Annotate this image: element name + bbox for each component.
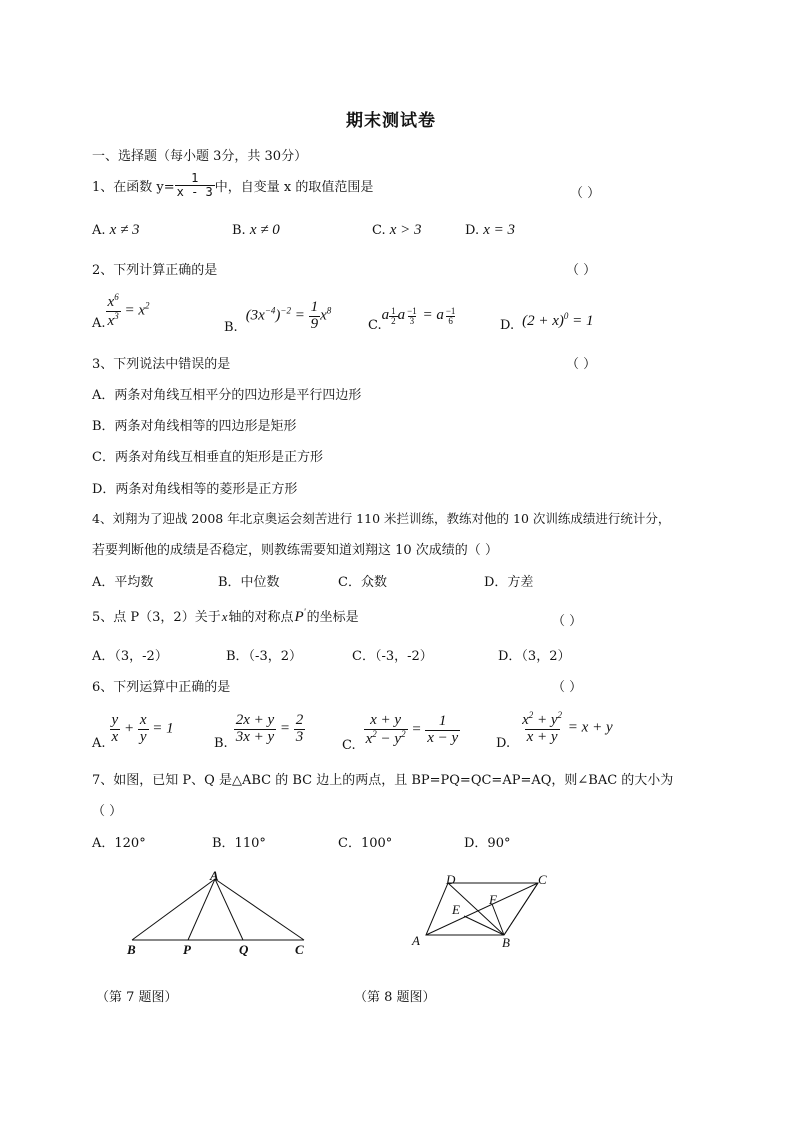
q5-stem-mid: 轴的对称点 bbox=[228, 610, 294, 625]
q1-option-a-label: A. bbox=[92, 223, 106, 238]
q6-option-c-expr: $\frac{x + y}{x^2 - y^2}$ = $\frac{1}{x - y}$ bbox=[365, 712, 459, 747]
fig7-segment-ac bbox=[215, 879, 304, 940]
q5-option-b[interactable]: B．（-3，2） bbox=[226, 649, 302, 664]
fig8-label-b: B bbox=[502, 935, 510, 950]
q4-option-b[interactable]: B．中位数 bbox=[218, 575, 280, 590]
fig7-label-a: A bbox=[210, 868, 219, 883]
q6-option-a[interactable] bbox=[92, 708, 174, 751]
figure-8-caption: （第 8 题图） bbox=[354, 990, 436, 1005]
q2-option-c[interactable] bbox=[368, 300, 457, 333]
q6-option-b[interactable] bbox=[214, 708, 305, 751]
fig8-label-c: C bbox=[538, 872, 547, 887]
q4-stem-line2: 若要判断他的成绩是否稳定，则教练需要知道刘翔这 10 次成绩的（ ） bbox=[92, 543, 498, 558]
q2-option-d-expr: $(2 + x)^0 = 1$ bbox=[522, 311, 594, 329]
question-1 bbox=[92, 172, 373, 198]
q6-answer-bracket[interactable]: （ ） bbox=[552, 680, 583, 695]
q1-answer-bracket[interactable]: （ ） bbox=[570, 186, 601, 201]
q7-option-b[interactable]: B．110° bbox=[212, 836, 266, 851]
q5-option-c[interactable]: C．（-3，-2） bbox=[352, 649, 433, 664]
q5-stem-post: 的坐标是 bbox=[306, 610, 359, 625]
q3-stem: 3、下列说法中错误的是 bbox=[92, 357, 231, 372]
q1-option-c[interactable] bbox=[372, 222, 422, 239]
page-title: 期末测试卷 bbox=[346, 111, 436, 131]
q3-option-b[interactable]: B．两条对角线相等的四边形是矩形 bbox=[92, 419, 297, 434]
q1-option-c-expr: x > 3 bbox=[389, 222, 422, 238]
q6-option-d[interactable] bbox=[496, 706, 613, 751]
q5-stem bbox=[92, 606, 359, 626]
q2-option-a[interactable] bbox=[92, 292, 149, 331]
q3-option-d[interactable]: D．两条对角线相等的菱形是正方形 bbox=[92, 482, 298, 497]
q3-option-c[interactable]: C．两条对角线互相垂直的矩形是正方形 bbox=[92, 450, 323, 465]
q7-option-a[interactable]: A．120° bbox=[92, 836, 146, 851]
q1-option-c-label: C. bbox=[372, 223, 386, 238]
fig7-label-b: B bbox=[127, 942, 136, 957]
q7-answer-bracket[interactable]: （ ） bbox=[92, 804, 123, 819]
q1-option-a-expr: x ≠ 3 bbox=[109, 222, 140, 238]
fig7-label-c: C bbox=[295, 942, 304, 957]
q5-answer-bracket[interactable]: （ ） bbox=[552, 614, 583, 629]
fig7-label-p: P bbox=[183, 942, 191, 957]
q6-option-c-label: C. bbox=[342, 738, 356, 753]
figure-7-triangle bbox=[110, 866, 330, 962]
q2-option-c-expr: a $\frac{1}{2}$ a $\frac{-1}{3}$ = a $\frac{-1}{6}$ bbox=[381, 305, 456, 326]
q1-option-d-label: D. bbox=[465, 223, 480, 238]
figure-7-caption: （第 7 题图） bbox=[96, 990, 178, 1005]
q1-option-b[interactable] bbox=[232, 222, 280, 239]
q5-point: P' bbox=[294, 607, 306, 625]
q6-option-d-label: D. bbox=[496, 736, 511, 751]
fig8-label-f: F bbox=[489, 892, 497, 907]
fig7-segment-ab bbox=[132, 879, 215, 940]
q1-option-a[interactable] bbox=[92, 222, 140, 239]
q1-option-b-expr: x ≠ 0 bbox=[249, 222, 280, 238]
q3-option-a[interactable]: A．两条对角线互相平分的四边形是平行四边形 bbox=[92, 388, 362, 403]
q1-option-d-expr: x = 3 bbox=[483, 222, 516, 238]
q1-stem-pre: 1、在函数 y= bbox=[92, 179, 175, 195]
q5-option-d[interactable]: D．（3，2） bbox=[498, 649, 571, 664]
q6-option-c[interactable] bbox=[342, 708, 460, 753]
q1-option-b-label: B. bbox=[232, 223, 246, 238]
q6-option-b-expr: $\frac{2x + y}{3x + y}$ = $\frac{2}{3}$ bbox=[235, 712, 304, 745]
q2-answer-bracket[interactable]: （ ） bbox=[566, 263, 597, 278]
q1-fraction bbox=[175, 172, 215, 198]
q5-point-letter: P bbox=[294, 609, 304, 625]
fig7-segment-ap bbox=[188, 879, 215, 940]
q6-option-d-expr: $\frac{x^2 + y^2}{x + y}$ = x + y bbox=[522, 710, 613, 745]
section-heading: 一、选择题（每小题 3分，共 30分） bbox=[92, 149, 308, 164]
q2-option-a-label: A. bbox=[92, 316, 106, 331]
q6-option-a-label: A. bbox=[92, 736, 106, 751]
q6-stem: 6、下列运算中正确的是 bbox=[92, 680, 231, 695]
q2-option-d-label: D. bbox=[500, 318, 515, 333]
q1-frac-num: 1 bbox=[191, 171, 199, 185]
fig7-label-q: Q bbox=[239, 942, 249, 957]
q7-stem: 7、如图，已知 P、Q 是△ABC 的 BC 边上的两点，且 BP=PQ=QC=AP=AQ，则∠BAC 的大小为 bbox=[92, 773, 674, 788]
q6-option-a-expr: $\frac{y}{x}$ + $\frac{x}{y}$ = 1 bbox=[111, 712, 174, 745]
q2-option-c-label: C. bbox=[368, 318, 382, 333]
q2-option-b[interactable] bbox=[224, 298, 331, 335]
q3-answer-bracket[interactable]: （ ） bbox=[566, 357, 597, 372]
q4-stem-line1: 4、刘翔为了迎战 2008 年北京奥运会刻苦进行 110 米拦训练，教练对他的 10 次训练成绩进行统计分， bbox=[92, 511, 671, 526]
q2-option-d[interactable] bbox=[500, 308, 594, 333]
q4-option-d[interactable]: D．方差 bbox=[484, 575, 534, 590]
q7-option-c[interactable]: C．100° bbox=[338, 836, 393, 851]
q2-option-b-label: B. bbox=[224, 320, 238, 335]
fig8-label-e: E bbox=[452, 902, 460, 917]
q6-option-b-label: B. bbox=[214, 736, 228, 751]
q1-stem-post: 中，自变量 x 的取值范围是 bbox=[214, 179, 374, 195]
q2-option-b-expr: $(3x^{-4})^{-2}$ = $\frac{1}{9}$ $x^8$ bbox=[245, 299, 332, 332]
q5-var-x: x bbox=[221, 609, 228, 624]
q2-option-a-expr: $\frac{x^6}{x^3}$ = $x^2$ bbox=[107, 292, 150, 329]
figure-8-parallelogram bbox=[404, 866, 564, 956]
q2-stem: 2、下列计算正确的是 bbox=[92, 263, 218, 278]
q7-option-d[interactable]: D．90° bbox=[464, 836, 511, 851]
fig8-label-d: D bbox=[446, 872, 456, 887]
q4-option-a[interactable]: A．平均数 bbox=[92, 575, 154, 590]
q4-option-c[interactable]: C．众数 bbox=[338, 575, 387, 590]
q5-stem-pre: 5、点 P（3，2）关于 bbox=[92, 610, 221, 625]
q1-frac-den: x - 3 bbox=[176, 184, 213, 199]
q5-option-a[interactable]: A．（3，-2） bbox=[92, 649, 168, 664]
q1-option-d[interactable] bbox=[465, 222, 515, 239]
fig8-label-a: A bbox=[412, 933, 420, 948]
